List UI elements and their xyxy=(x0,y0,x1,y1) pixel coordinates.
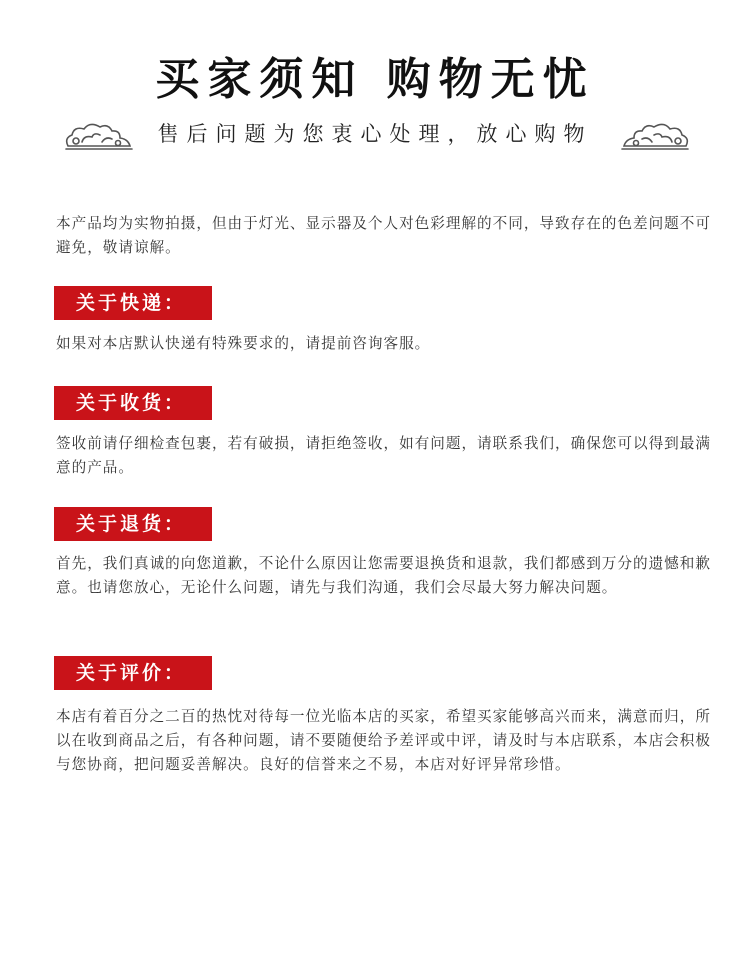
section-body-returns: 首先，我们真诚的向您道歉，不论什么原因让您需要退换货和退款，我们都感到万分的遗憾和歉意。也请您放心，无论什么问题，请先与我们沟通，我们会尽最大努力解决问题。 xyxy=(56,555,711,596)
section-body-receiving: 签收前请仔细检查包裹，若有破损，请拒绝签收，如有问题，请联系我们，确保您可以得到最满意的产品。 xyxy=(56,435,711,476)
page-title: 买家须知 购物无忧 xyxy=(155,54,595,105)
section-badge-reviews: 关于评价： xyxy=(54,656,212,690)
section-badge-returns: 关于退货： xyxy=(54,507,212,541)
section-badge-receiving: 关于收货： xyxy=(54,386,212,420)
subtitle-row xyxy=(0,112,750,156)
section-body-reviews: 本店有着百分之二百的热忱对待每一位光临本店的买家，希望买家能够高兴而来，满意而归，所以在收到商品之后，有各种问题，请不要随便给予差评或中评，请及时与本店联系，本店会积极与您协商，把问题妥善解决。良好的信誉来之不易，本店对好评异常珍惜。 xyxy=(56,708,711,773)
cloud-ornament-icon xyxy=(62,118,136,154)
section-badge-express: 关于快递： xyxy=(54,286,212,320)
section-body-express: 如果对本店默认快递有特殊要求的，请提前咨询客服。 xyxy=(56,335,431,352)
cloud-ornament-icon xyxy=(618,118,692,154)
intro-paragraph: 本产品均为实物拍摄，但由于灯光、显示器及个人对色彩理解的不同，导致存在的色差问题不可避免，敬请谅解。 xyxy=(56,215,711,256)
page-subtitle: 售后问题为您衷心处理，放心购物 xyxy=(157,122,593,146)
